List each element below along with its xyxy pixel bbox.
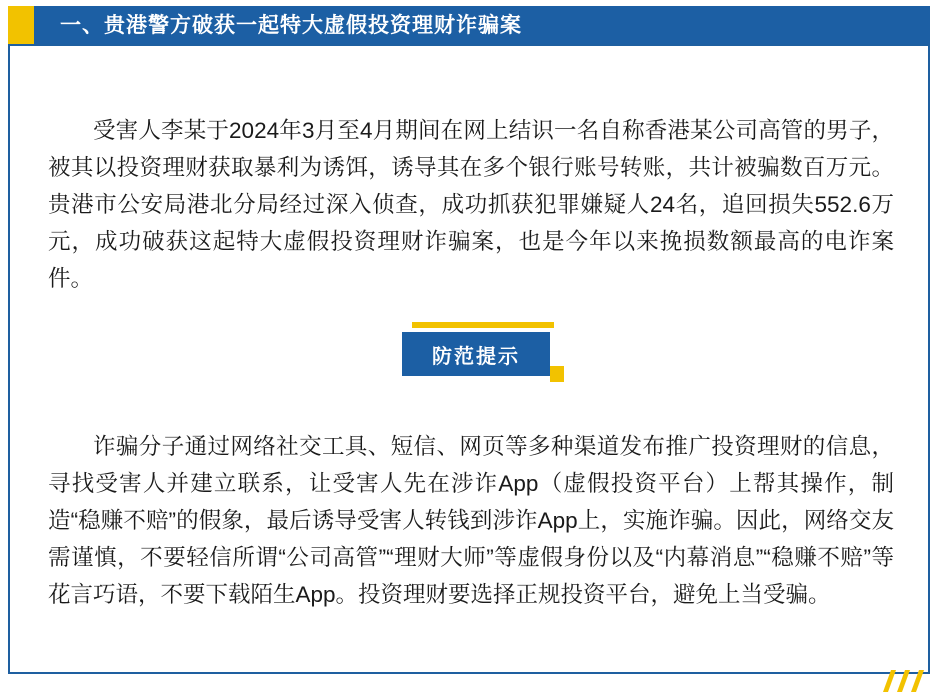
badge-label: 防范提示 [432,345,520,368]
badge-accent-corner [550,366,564,382]
stripe-2 [897,670,910,692]
content-frame [8,44,930,674]
paragraph-prevention-advice: 诈骗分子通过网络社交工具、短信、网页等多种渠道发布推广投资理财的信息，寻找受害人并建立联系，让受害人先在涉诈App（虚假投资平台）上帮其操作，制造“稳赚不赔”的假象，最后诱导受害人转钱到涉诈App上，实施诈骗。因此，网络交友需谨慎，不要轻信所谓“公司高管”“理财大师”等虚假身份以及“内幕消息”“稳赚不赔”等花言巧语，不要下载陌生App。投资理财要选择正规投资平台，避免上当受骗。 [48,434,894,607]
paragraph-case-description: 受害人李某于2024年3月至4月期间在网上结识一名自称香港某公司高管的男子，被其以投资理财获取暴利为诱饵，诱导其在多个银行账号转账，共计被骗数百万元。贵港市公安局港北分局经过深入侦查，成功抓获犯罪嫌疑人24名，追回损失552.6万元，成功破获这起特大虚假投资理财诈骗案，也是今年以来挽损数额最高的电诈案件。 [48,118,894,291]
stripe-3 [911,670,924,692]
section-header [8,6,930,44]
section-title: 一、贵港警方破获一起特大虚假投资理财诈骗案 [60,13,522,37]
stripe-1 [883,670,896,692]
header-bar [34,6,930,44]
badge-body [402,332,550,376]
prevention-tip-badge [390,322,570,382]
corner-stripes-decoration [870,672,926,692]
badge-accent-top [412,322,554,328]
